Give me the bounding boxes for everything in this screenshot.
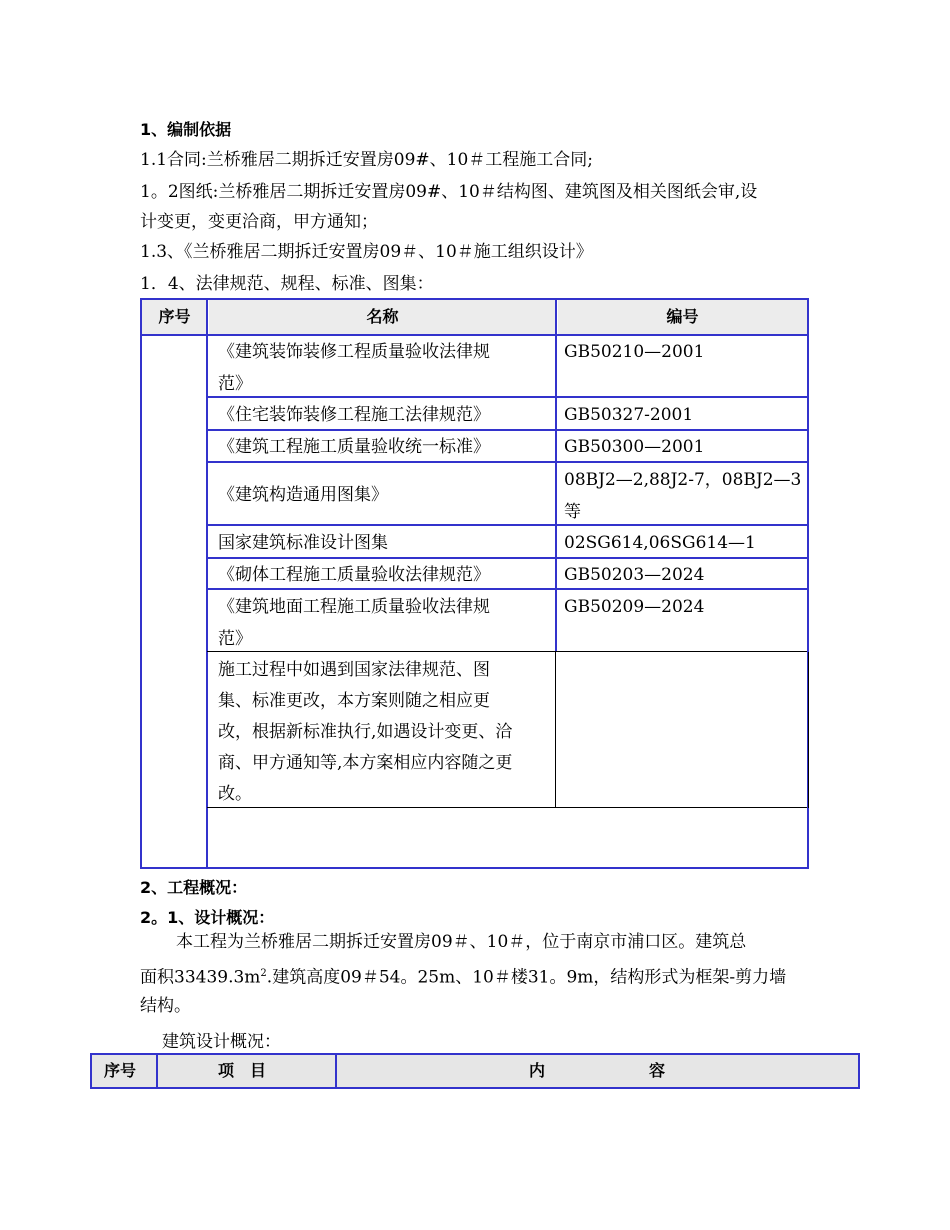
row-code: GB50209—2024 bbox=[564, 597, 705, 617]
row-name-line: 《建筑装饰装修工程质量验收法律规 bbox=[218, 342, 490, 362]
table-row bbox=[218, 591, 554, 655]
header-content-b: 容 bbox=[649, 1061, 666, 1080]
row-name-line: 范》 bbox=[218, 374, 252, 394]
row-name-line: 《建筑地面工程施工质量验收法律规 bbox=[218, 597, 490, 617]
standards-table bbox=[140, 298, 809, 869]
row-code: GB50203—2024 bbox=[564, 565, 705, 585]
overview-para-line-1: 本工程为兰桥雅居二期拆迁安置房09＃、10＃，位于南京市浦口区。建筑总 bbox=[176, 932, 747, 952]
basis-item-4: 1．4、法律规范、规程、标准、图集： bbox=[140, 274, 434, 294]
header-no: 序号 bbox=[142, 300, 207, 334]
table-row bbox=[218, 336, 554, 400]
note-line: 施工过程中如遇到国家法律规范、图 bbox=[218, 660, 490, 680]
basis-item-2-line-2: 计变更，变更洽商，甲方通知； bbox=[140, 212, 378, 232]
basis-item-3: 1.3、《兰桥雅居二期拆迁安置房09＃、10＃施工组织设计》 bbox=[140, 242, 593, 262]
design-overview-table bbox=[90, 1053, 860, 1089]
row-name: 《砌体工程施工质量验收法律规范》 bbox=[218, 565, 490, 585]
area-superscript: 2 bbox=[260, 968, 267, 979]
table-row bbox=[564, 464, 804, 528]
height-text: .建筑高度09＃54。25m、10＃楼31。9m，结构形式为框架-剪力墙 bbox=[266, 967, 787, 988]
row-code: GB50210—2001 bbox=[564, 342, 705, 362]
header-content-a: 内 bbox=[529, 1061, 546, 1080]
table-note bbox=[218, 655, 554, 810]
basis-item-2-line-1: 1。2图纸:兰桥雅居二期拆迁安置房09#、10＃结构图、建筑图及相关图纸会审,设 bbox=[140, 182, 758, 202]
row-code-line: 08BJ2—2,88J2-7，08BJ2—3 bbox=[564, 470, 802, 490]
row-name: 《建筑构造通用图集》 bbox=[218, 485, 388, 505]
row-name: 《建筑工程施工质量验收统一标准》 bbox=[218, 437, 490, 457]
row-code-line: 等 bbox=[564, 502, 581, 522]
note-line: 商、甲方通知等,本方案相应内容随之更 bbox=[218, 753, 513, 773]
header-item: 项 目 bbox=[218, 1061, 267, 1080]
design-overview-heading: 2。1、设计概况： bbox=[140, 908, 275, 927]
overview-para-line-3: 结构。 bbox=[140, 996, 191, 1016]
header-name: 名称 bbox=[209, 300, 556, 334]
area-value: 面积33439.3m bbox=[140, 967, 261, 988]
header-code: 编号 bbox=[558, 300, 807, 334]
basis-item-1: 1.1合同:兰桥雅居二期拆迁安置房09#、10＃工程施工合同; bbox=[140, 150, 593, 170]
row-name: 《住宅装饰装修工程施工法律规范》 bbox=[218, 405, 490, 425]
header-no: 序号 bbox=[104, 1061, 137, 1080]
section-1-heading: 1、编制依据 bbox=[140, 120, 232, 139]
row-code: GB50327-2001 bbox=[564, 405, 694, 425]
row-name-line: 范》 bbox=[218, 629, 252, 649]
row-name: 国家建筑标准设计图集 bbox=[218, 533, 388, 553]
note-line: 改。 bbox=[218, 784, 252, 804]
design-overview-label: 建筑设计概况： bbox=[162, 1032, 281, 1052]
note-line: 集、标准更改，本方案则随之相应更 bbox=[218, 691, 490, 711]
row-code: GB50300—2001 bbox=[564, 437, 705, 457]
section-2-heading: 2、工程概况： bbox=[140, 878, 248, 897]
row-code: 02SG614,06SG614—1 bbox=[564, 533, 756, 553]
overview-para-line-2 bbox=[140, 962, 786, 990]
note-line: 改，根据新标准执行,如遇设计变更、洽 bbox=[218, 722, 513, 742]
